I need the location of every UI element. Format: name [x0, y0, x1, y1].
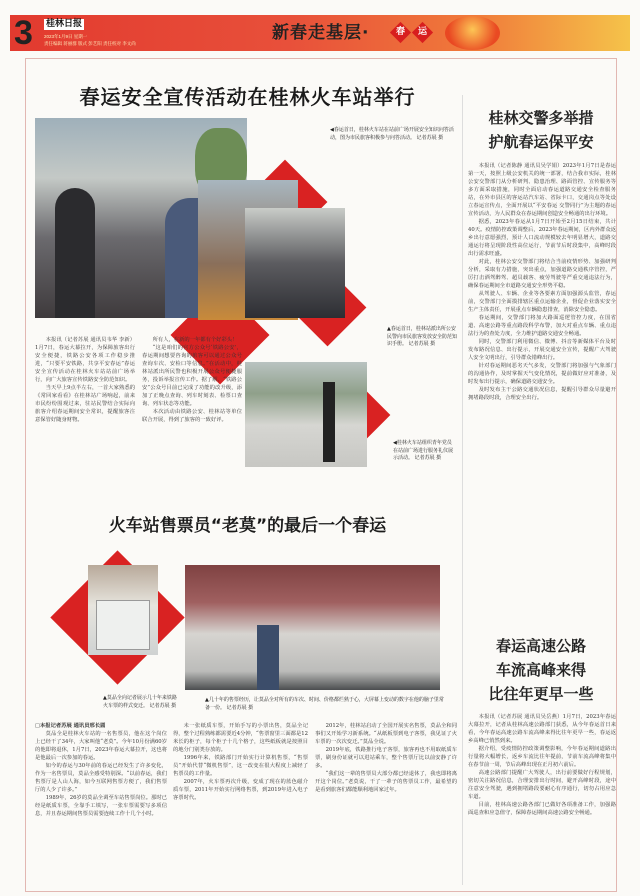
caption-3: ◀桂林火车站组织青年党员在站前广场进行服务礼仪展示活动。 记者苏展 摄 — [393, 440, 454, 461]
headline-line: 比往年更早一些 — [488, 685, 594, 703]
photo-ticket-hall — [185, 565, 440, 690]
right-headline-1 — [466, 106, 616, 156]
column-badge-transport — [412, 22, 433, 43]
paragraph: 本报讯（记者苏展 通讯员吴岳燕）1月7日，2023年春运大幕拉开，记者从桂林高速公路部门获悉，从今年春运首日来看，今年春运高速公路车流高峰来得比往年更早一些，春运返乡高峰已悄然到来。 — [468, 714, 616, 744]
page-banner — [10, 15, 630, 51]
issue-meta — [44, 33, 244, 47]
byline: □本报记者苏展 通讯员邢长圆 — [35, 723, 106, 729]
caption-1: ◀春运首日，桂林火车站在站前广场开展安全知识问答活动，图为市民旅客积极参与问答活动。 记者苏展 摄 — [330, 127, 454, 141]
paragraph: 2007年，火车票再次升级，变成了现在的蓝色磁介质车票，2011年开始实行网络售票，到2019年进入电子客票时代。 — [173, 779, 308, 801]
photo-etiquette-show — [245, 362, 367, 467]
photo-ticket-seller — [88, 565, 158, 655]
paragraph: 1989年，26岁的莫品全调至车站售票岗位。那时已经是纸质车票，全靠手工填写，一张车票需要写多项信息，并且春运期间售票员需要连续工作十几个小时。 — [35, 795, 167, 817]
right-headline-2 — [466, 634, 616, 709]
right-story2-body — [468, 713, 616, 888]
newspaper-logo: 桂林日报 — [46, 19, 83, 29]
paragraph: 当天早上9点半左右，一首大家熟悉的《常回家看看》在桂林站广场响起，前来市民纷纷围观过来，驻站民警结合实际向旅客介绍春运期间安全常识，提醒旅客注意保管好随身财物。 — [35, 385, 135, 423]
second-story-body-col2 — [173, 722, 308, 888]
paragraph: 从驾驶人、车辆、企业等各要素方面加强源头监管，春运前，交警部门全面摸排辖区重点运输企业，督促企业落实安全生产主体责任，开展重点车辆隐患排查，消除安全隐患。 — [468, 291, 616, 313]
badge-text: 春 — [395, 27, 405, 37]
issue-date: 2023年1月9日 星期一 — [44, 34, 88, 39]
paragraph: 2019年底，铁路推行电子客票，旅客再也不用取纸质车票，刷身份证就可以进站乘车，整个售票厅比以前安静了许多。 — [315, 747, 457, 769]
paragraph: 本报讯（记者陈静 通讯员吴学娟）2023年1月7日是春运第一天，按照上级公安机关的统一部署，结合我市实际，桂林公安交警部门从分析研判、隐患治理、路面管控、宣传服务等多方面采取措施，同时全面启动春运道路交通安全检查服务站，在外市县区的客运站汽车站、省际卡口，交通岗点等处设立春运宣传点，全面开展以“平安春运 交警同行”为主题的春运宣传活动，为人民群众在春运期间创造安全畅通的出行环境。 — [468, 163, 616, 217]
paragraph: 本次活动由铁路公安、桂林站等单位联合开展，得到了旅客的一致好评。 — [142, 409, 242, 423]
headline-line: 护航春运保平安 — [488, 133, 594, 151]
page-number: 3 — [14, 14, 33, 52]
paragraph: 据悉，2023年春运从1月7日开始至2月15日结束，共计40天。疫情防控政策调整后，2023年春运期间，区内外群众返乡出行意愿强烈，预计人口流动规模较去年明显增大，道路交通运行将呈现阶段性高位运行，节前节后时段集中，高峰时段出行需求旺盛。 — [468, 219, 616, 257]
paragraph: “我们这一辈的售票员大部分都已经退休了，我也即将离开这个岗位。”老莫说，干了一辈子的售票员工作，最希望的是看到旅客们都能顺利地回家过年。 — [315, 771, 457, 793]
headline-line: 桂林交警多举措 — [488, 109, 594, 127]
paragraph: 据介绍，受疫情防控政策调整影响，今年春运期间道路出行量将大幅增长，返乡车流比往年提前，节前车流高峰将集中在春节前一周，节后高峰出现在正月初六前后。 — [468, 746, 616, 768]
paragraph: 针对春运期间恶劣天气多发，交警部门将加强与气象部门的沟通协作，及时掌握天气变化情况，提前做好应对准备，及时发布出行提示，确保道路交通安全。 — [468, 363, 616, 385]
paragraph: 2012年，桂林站启动了全国开展实名售票，莫品全和同事们又开始学习新系统。“从纸板票到电子客票，我见证了火车票的一次次变迁。”莫品全说。 — [315, 723, 457, 745]
main-story-body-col1 — [35, 336, 135, 466]
lantern-decoration-icon — [445, 16, 500, 50]
second-story-body-col1 — [35, 722, 167, 888]
paragraph: 1996年来，铁路部门开始实行计算机售票，“售票员”开始代替“微机售票”，这一改变在很大程度上减轻了售票员的工作量。 — [173, 755, 308, 777]
second-story-body-col3 — [315, 722, 457, 888]
photo-police-handout — [245, 208, 345, 318]
headline-line: 车流高峰来得 — [495, 661, 586, 679]
paragraph: 所有人，在新的一年都有个好彩头！ — [152, 337, 238, 343]
caption-4: ▲莫品全向记者展示几十年来铁路火车票的样式变迁。 记者苏展 摄 — [103, 695, 177, 709]
paragraph: 莫品全是桂林火车站的一名售票员，他在这个岗位上已经干了34年，大家叫他“老莫”。今年10月份满60岁的他即将退休，1月7日，2023年春运大幕拉开，这也将是他最后一次参加的春运。 — [35, 731, 167, 761]
paragraph: “这是咱们的官方公众号‘铁路公安’，春运期间想要咨询的旅客可以通过公众号查询车次、安检口等信息。”在活动中，桂林站派出所民警也积极开展公众号便捷服务，投诉举报宣传工作。据了解，“铁路公安”公众号目前已完成了功能的改升级，添加了正晚点查询、列车时刻表、检票口查询、列车状态等功能。 — [142, 345, 242, 407]
editors-line: 责任编辑 蒋丽群 版式 彭艺阳 责任校对 李文尚 — [44, 41, 136, 46]
column-badge-spring — [390, 22, 411, 43]
caption-5: ▲几十年的售票经历，让莫品全对所有的车次、时间、价格都烂熟于心，大屏幕上变动的数字在他的脑子里常备一份。 记者苏展 摄 — [205, 697, 444, 711]
paragraph: 及时发布主干公路交通状况信息，提醒引导群众尽量避开拥堵路段时段，合理安全出行。 — [468, 387, 616, 401]
paragraph: 如今的春运与30年前的春运已经发生了许多变化，作为一名售票员，莫品全感受特别深。“以前春运，我们售票厅是人山人海，如今互联网售票方便了，我们售票厅的人少了许多。” — [35, 763, 167, 793]
main-story-body-col2 — [142, 336, 242, 466]
second-headline: 火车站售票员“老莫”的最后一个春运 — [108, 516, 387, 536]
column-divider — [462, 95, 463, 885]
paragraph: 春运期间，交警部门将加大路面巡逻管控力度，在国省道、高速公路等重点路段科学布警，加大对重点车辆、重点违法行为的查处力度，全力维护道路交通安全畅通。 — [468, 315, 616, 337]
headline-line: 春运高速公路 — [495, 637, 586, 655]
paragraph: 同时，交警部门利用微信、微博、抖音等新媒体平台及时发布路况信息、出行提示，开展交通安全宣传，提醒广大驾驶人安全文明出行，引导群众错峰出行。 — [468, 339, 616, 361]
right-story1-body — [468, 162, 616, 614]
badge-text: 运 — [417, 27, 427, 37]
caption-2: ▲春运首日，桂林站派出所公安民警向市民旅客发放安全防范知识手册。 记者苏展 摄 — [387, 326, 458, 347]
main-headline: 春运安全宣传活动在桂林火车站举行 — [79, 85, 416, 109]
paragraph: 高速公路部门提醒广大驾驶人，出行前要做好行程规划，密切关注路况信息，合理安排出行时间，避开高峰时段，途中注意安全驾驶，遇到拥堵路段要耐心有序通行，切勿占用应急车道。 — [468, 770, 616, 800]
paragraph: 本报讯（记者苏展 通讯员韦华 李新）1月7日，春运大幕拉开，为保障旅客出行安全便捷，铁路公安各项工作稳步推进，“只要平安铁路，共享平安春运”春运安全宣传活动在桂林火车站站前广场举行，向广大旅客宣传铁路安全防范知识。 — [35, 337, 135, 383]
paragraph: 对此，桂林公安交警部门将结合当前疫情形势、加强研判分析，采取有力措施，突出重点，加强道路交通秩序管控，严厉打击酒驾醉驾、超员载客、疲劳驾驶等严重交通违法行为，确保春运期间全市道路交通安全形势平稳。 — [468, 259, 616, 289]
column-title: 新春走基层· — [272, 23, 370, 43]
paragraph: 目前，桂林高速公路各部门已做好各项准备工作，加强路面巡查和应急值守，保障春运期间高速公路安全畅通。 — [468, 802, 616, 816]
paragraph: 未一张纸质车票，开始手写的小票出售，莫品全记得，整个过程熟练都需要近4分钟，“售票窗里三面都是12米长的柜子，每个柜子十几个格子，这些纸板就是按照目的地分门别类存放的。 — [173, 723, 308, 753]
